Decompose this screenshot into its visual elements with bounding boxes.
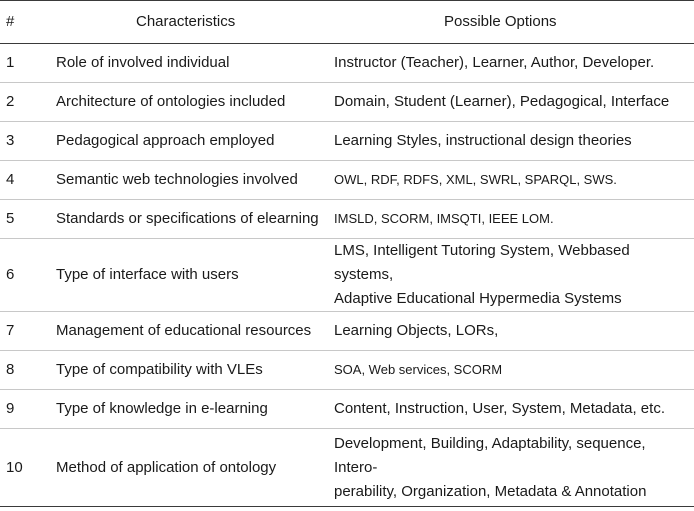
row-number: 9: [0, 390, 44, 429]
row-options: Content, Instruction, User, System, Metadata, etc.: [328, 390, 694, 429]
row-characteristic: Management of educational resources: [44, 312, 328, 351]
row-number: 5: [0, 200, 44, 239]
row-characteristic: Architecture of ontologies included: [44, 83, 328, 122]
row-number: 2: [0, 83, 44, 122]
row-characteristic: Type of compatibility with VLEs: [44, 351, 328, 390]
row-number: 10: [0, 429, 44, 507]
table-row: [0, 312, 694, 351]
row-options: [328, 429, 694, 507]
row-options: Learning Objects, LORs,: [328, 312, 694, 351]
header-possible-options: Possible Options: [328, 1, 694, 44]
table-row: [0, 239, 694, 312]
table-row: [0, 351, 694, 390]
row-options-line: Development, Building, Adaptability, sequence, Intero-: [334, 434, 646, 476]
row-options-line: perability, Organization, Metadata & Annotation: [334, 482, 647, 500]
table-header: [0, 1, 694, 44]
row-characteristic: Pedagogical approach employed: [44, 122, 328, 161]
table-row: [0, 83, 694, 122]
row-options: OWL, RDF, RDFS, XML, SWRL, SPARQL, SWS.: [328, 161, 694, 200]
row-options: IMSLD, SCORM, IMSQTI, IEEE LOM.: [328, 200, 694, 239]
row-options-line: LMS, Intelligent Tutoring System, Webbased systems,: [334, 242, 630, 283]
table-row: [0, 429, 694, 507]
table-row: [0, 44, 694, 83]
row-options-line: Adaptive Educational Hypermedia Systems: [334, 290, 622, 307]
header-number: #: [0, 1, 44, 44]
table-row: [0, 161, 694, 200]
row-characteristic: Role of involved individual: [44, 44, 328, 83]
row-characteristic: Standards or specifications of elearning: [44, 200, 328, 239]
row-number: 1: [0, 44, 44, 83]
table-body: [0, 44, 694, 507]
row-characteristic: Method of application of ontology: [44, 429, 328, 507]
row-number: 8: [0, 351, 44, 390]
row-options: Domain, Student (Learner), Pedagogical, Interface: [328, 83, 694, 122]
row-characteristic: Type of interface with users: [44, 239, 328, 312]
header-characteristics: Characteristics: [44, 1, 328, 44]
row-number: 6: [0, 239, 44, 312]
row-number: 3: [0, 122, 44, 161]
row-number: 4: [0, 161, 44, 200]
row-number: 7: [0, 312, 44, 351]
table-row: [0, 200, 694, 239]
table-row: [0, 122, 694, 161]
row-options: Instructor (Teacher), Learner, Author, Developer.: [328, 44, 694, 83]
row-options: Learning Styles, instructional design theories: [328, 122, 694, 161]
table-row: [0, 390, 694, 429]
row-characteristic: Semantic web technologies involved: [44, 161, 328, 200]
row-characteristic: Type of knowledge in e-learning: [44, 390, 328, 429]
row-options: SOA, Web services, SCORM: [328, 351, 694, 390]
row-options: [328, 239, 694, 312]
header-row: [0, 1, 694, 44]
